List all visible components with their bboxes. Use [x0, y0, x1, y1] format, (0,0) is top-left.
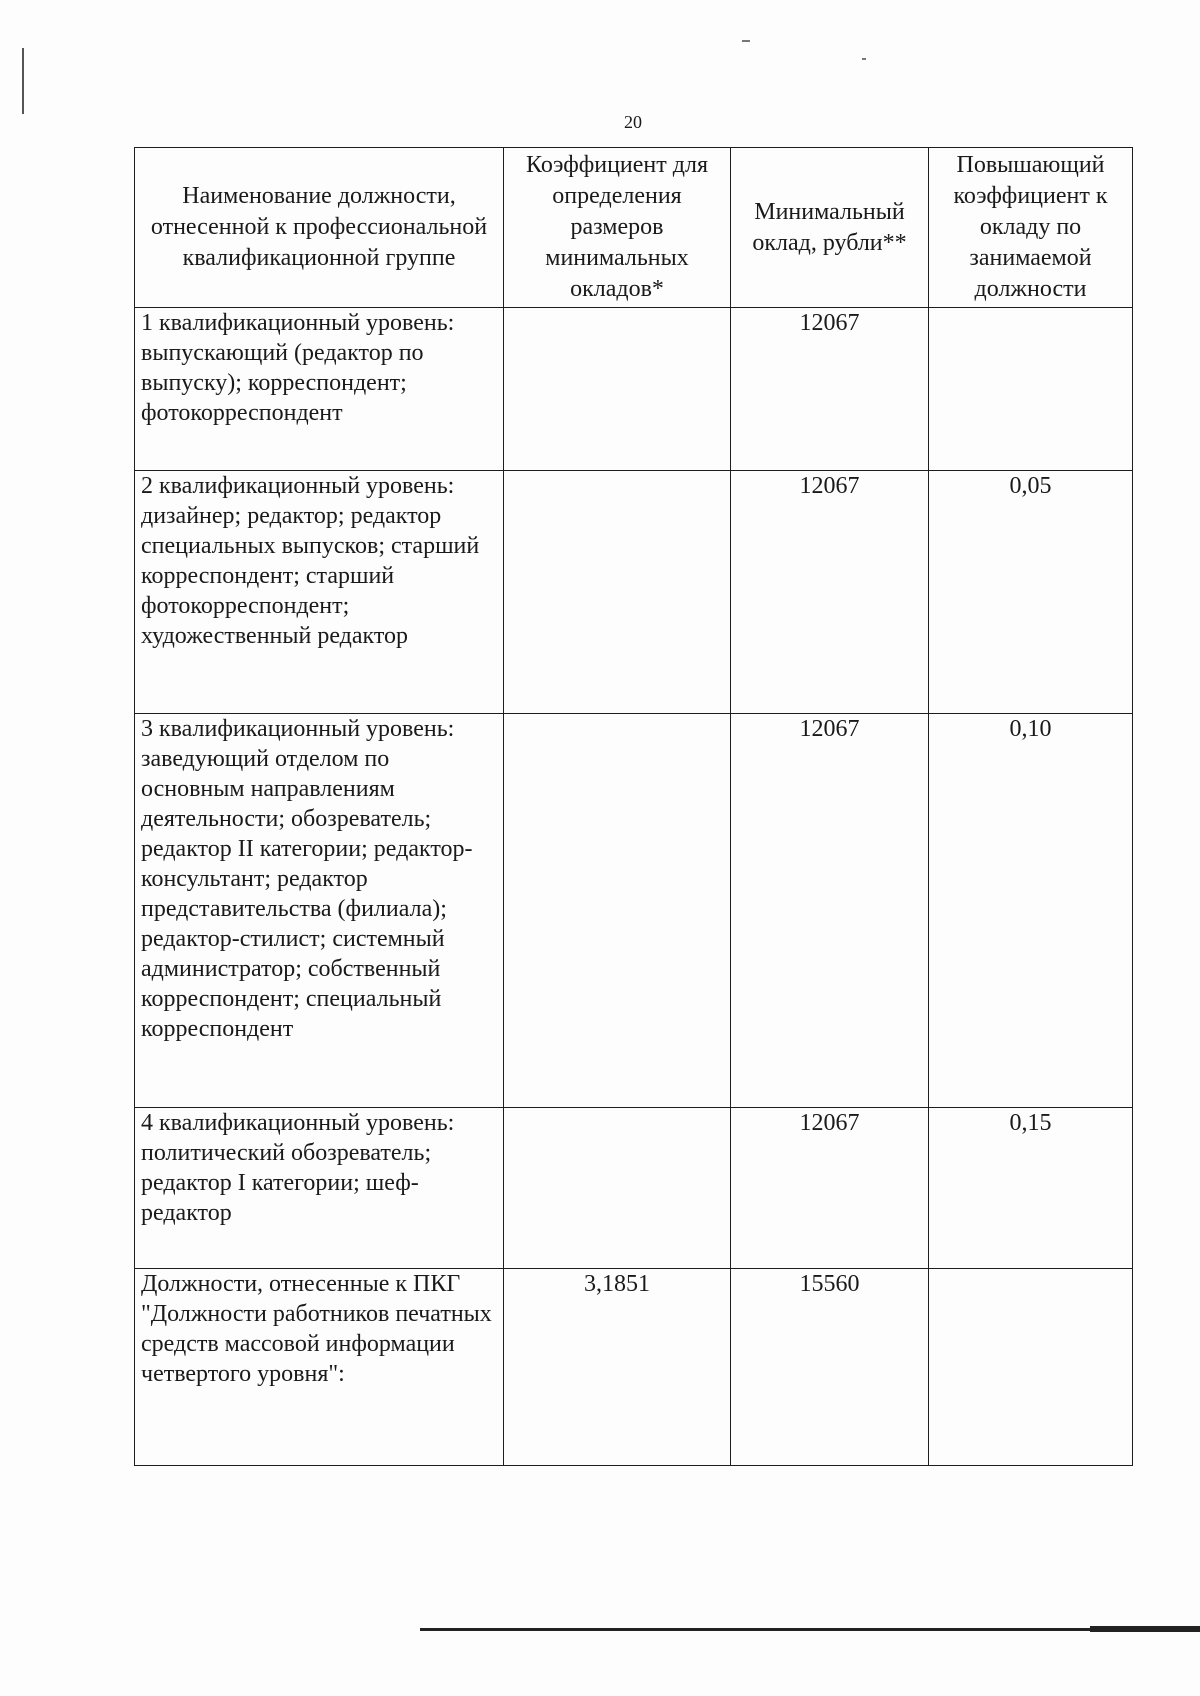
cell-min-salary: 12067: [731, 471, 929, 714]
cell-position-name: Должности, отнесенные к ПКГ "Должности работников печатных средств массовой информации четвертого уровня":: [135, 1269, 504, 1466]
cell-coefficient: [504, 471, 731, 714]
cell-raise-coefficient: [929, 1269, 1133, 1466]
cell-position-name: 4 квалификационный уровень: политический обозреватель; редактор I категории; шеф-редактор: [135, 1108, 504, 1269]
table-row: [135, 308, 1133, 471]
header-min-salary: Минимальный оклад, рубли**: [731, 148, 929, 308]
cell-raise-coefficient: 0,05: [929, 471, 1133, 714]
table-header-row: [135, 148, 1133, 308]
cell-min-salary: 12067: [731, 714, 929, 1108]
scan-speck: [742, 40, 750, 42]
cell-coefficient: 3,1851: [504, 1269, 731, 1466]
cell-raise-coefficient: 0,15: [929, 1108, 1133, 1269]
cell-position-name: 2 квалификационный уровень: дизайнер; редактор; редактор специальных выпусков; старший корреспондент; старший фотокорреспондент; художественный редактор: [135, 471, 504, 714]
page-number: 20: [624, 112, 642, 132]
cell-coefficient: [504, 1108, 731, 1269]
cell-min-salary: 12067: [731, 308, 929, 471]
table-row: [135, 471, 1133, 714]
cell-min-salary: 15560: [731, 1269, 929, 1466]
footer-rule: [420, 1628, 1200, 1631]
header-position-name: Наименование должности, отнесенной к профессиональной квалификационной группе: [135, 148, 504, 308]
cell-coefficient: [504, 308, 731, 471]
header-raise-coefficient: Повышающий коэффициент к окладу по занимаемой должности: [929, 148, 1133, 308]
table-row: [135, 1108, 1133, 1269]
salary-table: [134, 147, 1133, 1466]
cell-raise-coefficient: [929, 308, 1133, 471]
cell-position-name: 3 квалификационный уровень: заведующий отделом по основным направлениям деятельности; обозреватель; редактор II категории; редактор-консультант; редактор представительства (филиала); редактор-стилист; системный администратор; собственный корреспондент; специальный корреспондент: [135, 714, 504, 1108]
scan-edge-mark: [22, 48, 24, 114]
cell-min-salary: 12067: [731, 1108, 929, 1269]
cell-position-name: 1 квалификационный уровень: выпускающий (редактор по выпуску); корреспондент; фотокорреспондент: [135, 308, 504, 471]
header-coefficient: Коэффициент для определения размеров минимальных окладов*: [504, 148, 731, 308]
cell-coefficient: [504, 714, 731, 1108]
table-row: [135, 714, 1133, 1108]
table-row: [135, 1269, 1133, 1466]
cell-raise-coefficient: 0,10: [929, 714, 1133, 1108]
scan-speck: [862, 58, 866, 60]
